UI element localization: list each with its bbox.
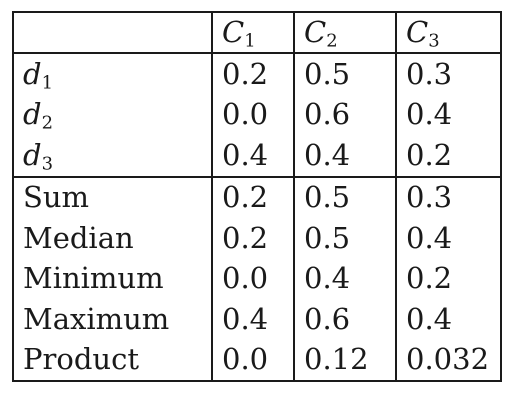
row-label-sum: Sum — [13, 177, 212, 219]
table-cell: 0.5 — [294, 53, 396, 95]
table-cell-highlight: 0.4 — [294, 259, 396, 300]
table-cell: 0.4 — [294, 135, 396, 177]
table-row-d1 — [13, 53, 501, 95]
table-row-median — [13, 218, 501, 259]
table-cell-highlight: 0.5 — [294, 177, 396, 219]
row-header-d2: $d_2$ — [13, 95, 212, 136]
row-label-minimum: Minimum — [13, 259, 212, 300]
table-row-d2 — [13, 95, 501, 136]
table-cell: 0.2 — [212, 218, 294, 259]
table-cell: 0.0 — [212, 340, 294, 382]
table-cell: 0.3 — [396, 177, 501, 219]
table-cell: 0.032 — [406, 342, 490, 377]
table-cell: 0.4 — [406, 301, 453, 336]
table-row-d3 — [13, 135, 501, 177]
table-cell: 0.4 — [212, 299, 294, 340]
row-label-maximum: Maximum — [13, 299, 212, 340]
table-cell-highlight: 0.12 — [294, 340, 396, 382]
table-cell: 0.2 — [212, 177, 294, 219]
table-cell: 0.0 — [212, 95, 294, 136]
table-cell: 0.2 — [406, 137, 453, 172]
table-cell: 0.2 — [212, 53, 294, 95]
row-label-median: Median — [13, 218, 212, 259]
row-label-product: Product — [13, 340, 212, 382]
table-row-sum — [13, 177, 501, 219]
table-cell: 0.3 — [406, 56, 453, 91]
table-cell: 0.4 — [406, 220, 453, 255]
row-header-d3: $d_3$ — [13, 135, 212, 177]
table-cell: 0.2 — [406, 261, 453, 296]
column-header-c2: $C_2$ — [294, 12, 396, 53]
table-cell: 0.4 — [212, 135, 294, 177]
aggregation-table — [12, 11, 502, 382]
table-row-minimum — [13, 259, 501, 300]
column-header-c1: $C_1$ — [212, 12, 294, 53]
table-cell-highlight: 0.5 — [294, 218, 396, 259]
table-row-maximum — [13, 299, 501, 340]
corner-cell — [13, 12, 212, 53]
table-cell-highlight: 0.6 — [294, 299, 396, 340]
table-cell: 0.4 — [406, 97, 453, 132]
table-row-product — [13, 340, 501, 382]
header-row — [13, 12, 501, 53]
table-cell: 0.6 — [294, 95, 396, 136]
table-cell: 0.0 — [212, 259, 294, 300]
row-header-d1: $d_1$ — [13, 53, 212, 95]
column-header-c3: $C_3$ — [396, 12, 501, 53]
